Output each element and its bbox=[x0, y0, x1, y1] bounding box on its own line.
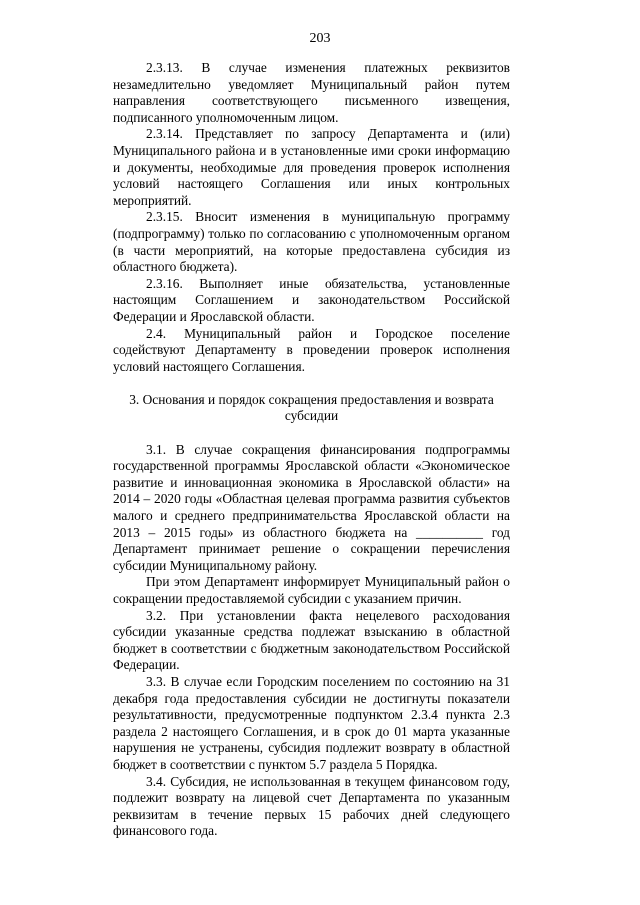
spacer bbox=[113, 375, 510, 392]
clause-3-1-note: При этом Департамент информирует Муниципальный район о сокращении предоставляемой субсидии с указанием причин. bbox=[113, 574, 510, 606]
clause-3-4: 3.4. Субсидия, не использованная в текущем финансовом году, подлежит возврату на лицевой счет Департамента по указанным реквизитам в течение первых 15 рабочих дней следующего финансового года. bbox=[113, 773, 510, 839]
clause-3-1: 3.1. В случае сокращения финансирования подпрограммы государственной программы Ярославской области «Экономическое развитие и инновационная экономика в Ярославской области» на 2014 – 2020 годы «Областная целевая программа развития субъектов малого и среднего предпринимательства Ярославской области на 2013 – 2015 годы» из областного бюджета на __________ год Департамент принимает решение о сокращении перечисления субсидии Муниципальному району. bbox=[113, 441, 510, 573]
clause-2-3-15: 2.3.15. Вносит изменения в муниципальную программу (подпрограмму) только по согласованию с уполномоченным органом (в части мероприятий, на которые предоставлена субсидия из областного бюджета). bbox=[113, 209, 510, 275]
clause-2-4: 2.4. Муниципальный район и Городское поселение содействуют Департаменту в проведении проверок исполнения условий настоящего Соглашения. bbox=[113, 325, 510, 374]
section-3-title: 3. Основания и порядок сокращения предоставления и возврата субсидии bbox=[129, 391, 494, 424]
page-number: 203 bbox=[309, 31, 331, 46]
document-body bbox=[113, 60, 510, 840]
spacer bbox=[113, 425, 510, 442]
clause-2-3-16: 2.3.16. Выполняет иные обязательства, установленные настоящим Соглашением и законодательством Российской Федерации и Ярославской области. bbox=[113, 275, 510, 324]
clause-3-3: 3.3. В случае если Городским поселением по состоянию на 31 декабря года предоставления субсидии не достигнуты показатели результативности, предусмотренные подпунктом 2.3.4 пункта 2.3 раздела 2 настоящего Соглашения, и в срок до 01 марта указанные нарушения не устранены, субсидия подлежит возврату в областной бюджет в соответствии с пунктом 5.7 раздела 5 Порядка. bbox=[113, 673, 510, 772]
clause-2-3-14: 2.3.14. Представляет по запросу Департамента и (или) Муниципального района и в установленные ими сроки информацию и документы, необходимые для проведения проверок исполнения условий настоящего Соглашения или иных контрольных мероприятий. bbox=[113, 126, 510, 208]
clause-2-3-13: 2.3.13. В случае изменения платежных реквизитов незамедлительно уведомляет Муниципальный район путем направления соответствующего письменного извещения, подписанного уполномоченным лицом. bbox=[113, 60, 510, 125]
clause-3-2: 3.2. При установлении факта нецелевого расходования субсидии указанные средства подлежат взысканию в областной бюджет в соответствии с бюджетным законодательством Российской Федерации. bbox=[113, 607, 510, 673]
